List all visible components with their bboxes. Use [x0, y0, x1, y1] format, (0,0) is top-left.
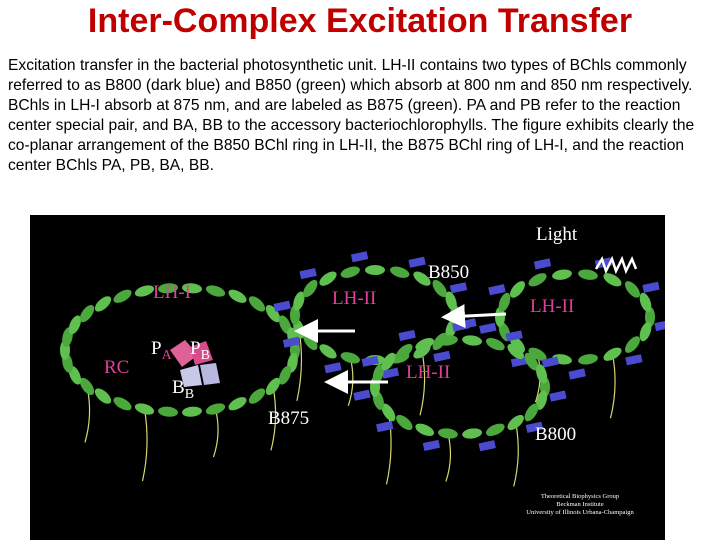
b800-bchl — [353, 390, 370, 401]
figure-caption: Excitation transfer in the bacterial photosynthetic unit. LH-II contains two types of BChls commonly referred to as B800 (dark blue) and B850 (green) which absorb at 800 nm and 850 nm respectively. BChls in LH-I absorb at 875 nm, and are labeled as B875 (green). PA and PB refer to the reaction center special pair, and BA, BB to the accessory bacteriochlorophylls. The figure exhibits clearly the co-planar arrangement of the B850 BChl ring in LH-II, the B875 BChl ring of LH-I, and the reaction center BChls PA, PB, BA, BB. — [8, 57, 695, 174]
b800-bchl — [549, 391, 566, 402]
light-label: Light — [536, 224, 578, 245]
phytyl-tail — [446, 434, 451, 482]
b800-bchl — [351, 251, 368, 262]
bchl-leaf — [505, 412, 527, 433]
b800-bchl — [534, 258, 551, 269]
bchl-leaf — [111, 287, 133, 306]
bchl-leaf — [204, 401, 226, 417]
b800-bchl — [362, 356, 379, 367]
lh2-right-label: LH-II — [530, 296, 575, 317]
bchl-leaf — [246, 293, 268, 314]
bchl-leaf — [317, 269, 339, 289]
phytyl-tail — [214, 409, 219, 457]
bchl-leaf — [339, 264, 361, 280]
b800-bchl — [398, 330, 415, 341]
bchl-leaf — [204, 283, 226, 299]
bchl-leaf — [92, 386, 114, 407]
bchl-leaf — [507, 279, 528, 301]
b800-bchl — [479, 440, 496, 451]
bchl-leaf — [133, 401, 155, 417]
b800-bchl — [625, 354, 642, 365]
lh2-right-ring — [479, 257, 665, 379]
b800-bchl — [423, 440, 440, 451]
bchl-leaf — [577, 268, 598, 281]
bchl-leaf — [226, 394, 248, 413]
bchl-leaf — [393, 412, 415, 433]
bchl-leaf — [601, 345, 623, 364]
bchl-leaf — [414, 421, 436, 438]
b800-label: B800 — [535, 424, 577, 445]
bchl-leaf — [317, 341, 339, 361]
credit-line: Beckman Institute — [556, 501, 604, 508]
b850-label: B850 — [428, 262, 470, 283]
photosynthetic-unit-figure — [30, 215, 665, 540]
bb-label: $B_B$ — [172, 377, 195, 402]
credit-block — [500, 493, 660, 517]
credit-line: Theoretical Biophysics Group — [540, 493, 620, 500]
phytyl-tail — [85, 386, 90, 442]
bchl-leaf — [577, 353, 598, 366]
bchl-leaf — [601, 270, 623, 289]
phytyl-tail — [514, 423, 519, 487]
bchl-leaf — [111, 394, 133, 413]
bchl-leaf — [365, 265, 385, 275]
b800-bchl — [324, 362, 341, 373]
rc-label: RC — [104, 357, 130, 378]
bchl-leaf — [437, 427, 458, 440]
lh2-mid-label: LH-II — [406, 362, 451, 383]
b800-bchl — [433, 351, 450, 362]
b800-bchl — [488, 284, 505, 295]
b800-bchl — [408, 257, 425, 268]
bchl-leaf — [622, 279, 643, 301]
b800-bchl — [450, 282, 467, 293]
bchl-leaf — [92, 293, 114, 314]
phytyl-tail — [143, 409, 148, 481]
bchl-leaf — [339, 350, 361, 366]
phytyl-tail — [611, 354, 616, 418]
b875-label: B875 — [268, 408, 310, 429]
lh2-top-label: LH-II — [332, 288, 377, 309]
bchl-leaf — [622, 334, 643, 356]
bb-bchl — [200, 363, 220, 385]
b800-bchl — [299, 268, 316, 279]
bchl-leaf — [158, 406, 179, 418]
bchl-leaf — [461, 427, 482, 440]
b800-bchl — [654, 320, 665, 331]
b800-bchl — [479, 323, 496, 334]
bchl-leaf — [526, 270, 548, 289]
credit-line: University of Illinois Urbana-Champaign — [526, 509, 634, 516]
bchl-leaf — [389, 264, 411, 280]
bchl-leaf — [461, 334, 482, 347]
bchl-leaf — [551, 268, 572, 281]
pa-label: $P_A$ — [151, 338, 172, 363]
bchl-leaf — [484, 421, 506, 438]
page-title: Inter-Complex Excitation Transfer — [87, 2, 633, 40]
b800-bchl — [569, 368, 586, 379]
pb-label: $P_B$ — [190, 338, 210, 363]
bchl-leaf — [246, 386, 268, 407]
bchl-leaf — [226, 287, 248, 306]
bchl-leaf — [182, 406, 203, 418]
b800-bchl — [642, 282, 659, 293]
phytyl-tail — [420, 351, 425, 415]
b800-bchl — [273, 301, 290, 312]
lh1-label: LH-I — [153, 282, 191, 303]
